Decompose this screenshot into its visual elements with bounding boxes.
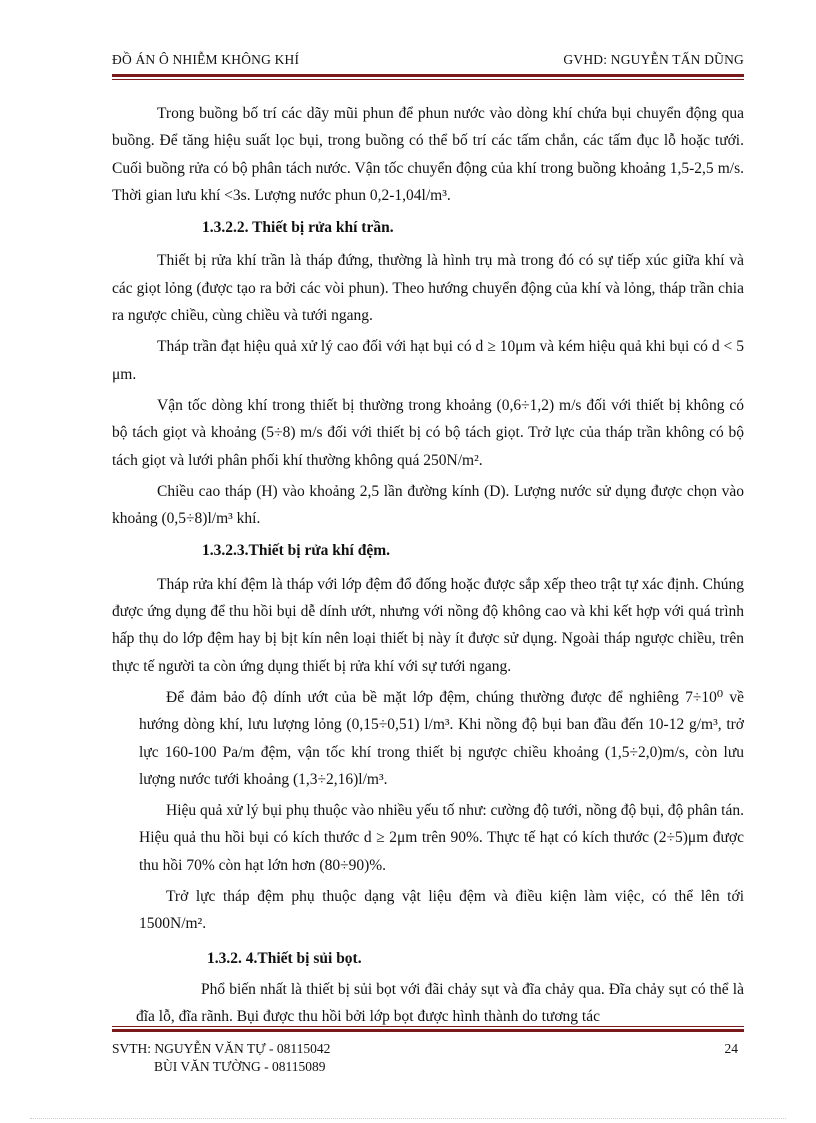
paragraph-velocity: Vận tốc dòng khí trong thiết bị thường trong khoảng (0,6÷1,2) m/s đối với thiết bị không có bộ tách giọt và khoảng (5÷8) m/s đối với thiết bị có bộ tách giọt. Trở lực của tháp trần không có bộ tách giọt và lưới phân phối khí thường không quá 250N/m².	[112, 396, 744, 469]
footer-student-2: BÙI VĂN TƯỜNG - 08115089	[154, 1059, 326, 1074]
page-body	[112, 100, 744, 1031]
paragraph-height: Chiều cao tháp (H) vào khoảng 2,5 lần đường kính (D). Lượng nước sử dụng được chọn vào khoảng (0,5÷8)l/m³ khí.	[112, 482, 744, 528]
paragraph-pressure-drop: Trở lực tháp đệm phụ thuộc dạng vật liệu đệm và điều kiện làm việc, có thể lên tới 1500N/m².	[139, 888, 744, 933]
paragraph-dust-efficiency: Hiệu quả xử lý bụi phụ thuộc vào nhiều yếu tố như: cường độ tưới, nồng độ bụi, độ phân tán. Hiệu quả thu hồi bụi có kích thước d ≥ 2μm trên 90%. Thực tế hạt có kích thước (2÷5)μm được thu hồi 70% còn hạt lớn hơn (80÷90)%.	[139, 802, 744, 874]
footer-rule-thick	[112, 1029, 744, 1032]
header-title: ĐỒ ÁN Ô NHIỄM KHÔNG KHÍ	[112, 52, 300, 67]
paragraph-packed-tower: Tháp rửa khí đệm là tháp với lớp đệm đổ đống hoặc được sắp xếp theo trật tự xác định. Chúng được ứng dụng để thu hồi bụi dễ dính ướt, nhưng với nồng độ không cao và khi kết hợp với quá trình hấp thụ do lớp đệm hay bị bịt kín nên loại thiết bị này ít được sử dụng. Ngoài tháp ngược chiều, trên thực tế người ta còn ứng dụng thiết bị rửa khí với sự tưới ngang.	[112, 575, 744, 675]
header-advisor: GVHD: NGUYỄN TẤN DŨNG	[563, 52, 744, 67]
footer-student-1: SVTH: NGUYỄN VĂN TỰ - 08115042	[112, 1041, 331, 1056]
header-rule-thin	[112, 79, 744, 80]
heading-1-3-2-4: 1.3.2. 4.Thiết bị sủi bọt.	[207, 949, 362, 967]
paragraph-efficiency: Tháp trần đạt hiệu quả xử lý cao đối với hạt bụi có d ≥ 10μm và kém hiệu quả khi bụi có d < 5 μm.	[112, 338, 744, 383]
page-edge-divider	[30, 1118, 786, 1119]
header-rule-thick	[112, 74, 744, 77]
footer-rule-thin	[112, 1026, 744, 1027]
paragraph-bubbling: Phổ biến nhất là thiết bị sủi bọt với đãi chảy sụt và đĩa chảy qua. Đĩa chảy sụt có thể là đĩa lỗ, đĩa rãnh. Bụi được thu hồi bởi lớp bọt được hình thành do tương tác	[136, 980, 744, 1026]
page-header	[112, 52, 744, 74]
page-number: 24	[724, 1041, 738, 1056]
heading-1-3-2-3: 1.3.2.3.Thiết bị rửa khí đệm.	[202, 542, 390, 560]
heading-1-3-2-2: 1.3.2.2. Thiết bị rửa khí trần.	[202, 219, 394, 237]
paragraph-open-scrubber: Thiết bị rửa khí trần là tháp đứng, thường là hình trụ mà trong đó có sự tiếp xúc giữa khí và các giọt lỏng (được tạo ra bởi các vòi phun). Theo hướng chuyển động của khí và lỏng, tháp trần chia ra ngược chiều, cùng chiều và tưới ngang.	[112, 252, 744, 325]
paragraph-spray-chamber: Trong buồng bố trí các dãy mũi phun để phun nước vào dòng khí chứa bụi chuyển động qua buồng. Để tăng hiệu suất lọc bụi, trong buồng có thể bố trí các tấm chắn, các tấm đục lỗ hoặc tưới. Cuối buồng rửa có bộ phân tách nước. Vận tốc chuyển động của khí trong buồng khoảng 1,5-2,5 m/s. Thời gian lưu khí <3s. Lượng nước phun 0,2-1,04l/m³.	[112, 105, 744, 204]
paragraph-wetting: Để đảm bảo độ dính ướt của bề mặt lớp đệm, chúng thường được để nghiêng 7÷10⁰ về hướng dòng khí, lưu lượng lỏng (0,15÷0,51) l/m³. Khi nồng độ bụi ban đầu đến 10-12 g/m³, trở lực 160-100 Pa/m đệm, vận tốc khí trong thiết bị ngược chiều khoảng (1,5÷2,0)m/s, còn lưu lượng nước tưới khoảng (1,3÷2,16)l/m³.	[139, 688, 744, 788]
